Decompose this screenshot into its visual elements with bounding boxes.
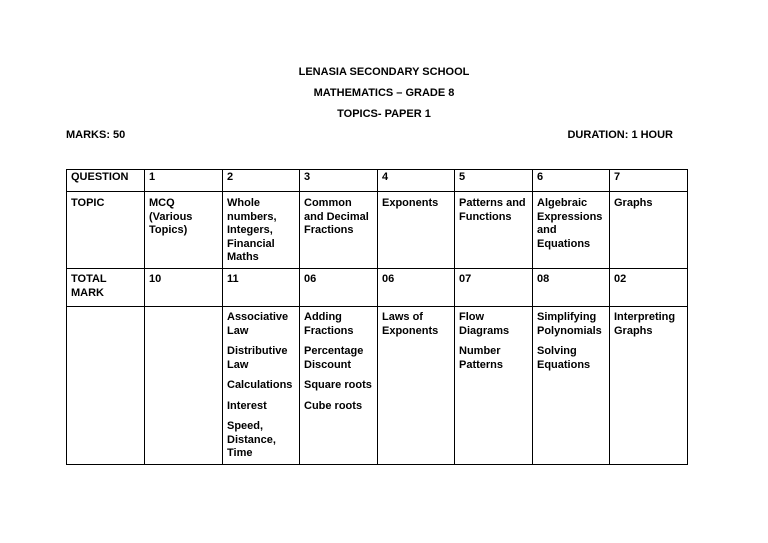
total-mark-cell: 10 (145, 269, 223, 307)
total-mark-cell: 06 (300, 269, 378, 307)
subtopic-item: Interest (227, 399, 267, 412)
total-mark-cell: 11 (223, 269, 300, 307)
subtopic-item: Solving Equations (537, 345, 591, 371)
topics-table (66, 169, 688, 465)
subtopics-cell (533, 307, 610, 465)
question-row (67, 170, 688, 192)
question-number-cell: 1 (145, 170, 223, 192)
subtopic-item: Interpreting Graphs (614, 311, 676, 337)
total-mark-cell: 06 (378, 269, 455, 307)
question-number-cell: 6 (533, 170, 610, 192)
duration-label: DURATION: 1 HOUR (567, 129, 673, 141)
subtopic-item: Number Patterns (459, 345, 504, 371)
total-mark-cell: 02 (610, 269, 688, 307)
subtopics-cell (455, 307, 533, 465)
subtopic-item: Percentage Discount (304, 345, 364, 371)
total-mark-cell: 07 (455, 269, 533, 307)
topic-cell: MCQ (Various Topics) (145, 192, 223, 269)
subtopic-item: Square roots (304, 379, 372, 391)
subtopic-item: Adding Fractions (304, 311, 354, 337)
topic-label-cell: TOPIC (67, 192, 145, 269)
paper-title: TOPICS- PAPER 1 (337, 108, 431, 120)
subtopic-item: Speed, Distance, Time (227, 420, 276, 459)
total-mark-cell: 08 (533, 269, 610, 307)
subtopic-item: Calculations (227, 379, 293, 391)
subtopic-item: Cube roots (304, 399, 363, 412)
subtopic-item: Laws of Exponents (382, 311, 439, 337)
subtopics-label-cell (67, 307, 145, 465)
topic-cell: Algebraic Expressions and Equations (533, 192, 610, 269)
topic-row (67, 192, 688, 269)
question-number-cell: 3 (300, 170, 378, 192)
subtopic-item: Associative Law (227, 311, 289, 337)
question-number-cell: 4 (378, 170, 455, 192)
subject-title: MATHEMATICS – GRADE 8 (313, 87, 455, 99)
topic-cell: Whole numbers, Integers, Financial Maths (223, 192, 300, 269)
topic-cell: Patterns and Functions (455, 192, 533, 269)
subtopic-item: Simplifying Polynomials (537, 311, 602, 337)
question-label-cell: QUESTION (67, 170, 145, 192)
subtopic-item: Distributive Law (227, 345, 288, 371)
school-name: LENASIA SECONDARY SCHOOL (298, 66, 470, 78)
question-number-cell: 2 (223, 170, 300, 192)
subtopics-cell (300, 307, 378, 465)
subtopics-row (67, 307, 688, 465)
marks-label: MARKS: 50 (66, 129, 126, 141)
question-number-cell: 7 (610, 170, 688, 192)
subtopics-cell (610, 307, 688, 465)
question-number-cell: 5 (455, 170, 533, 192)
topic-cell: Common and Decimal Fractions (300, 192, 378, 269)
topic-cell: Graphs (610, 192, 688, 269)
subtopics-cell (145, 307, 223, 465)
total-mark-row (67, 269, 688, 307)
subtopics-cell (378, 307, 455, 465)
subtopics-cell (223, 307, 300, 465)
subtopic-item: Flow Diagrams (459, 311, 510, 337)
topic-cell: Exponents (378, 192, 455, 269)
total-mark-label-cell: TOTAL MARK (67, 269, 145, 307)
